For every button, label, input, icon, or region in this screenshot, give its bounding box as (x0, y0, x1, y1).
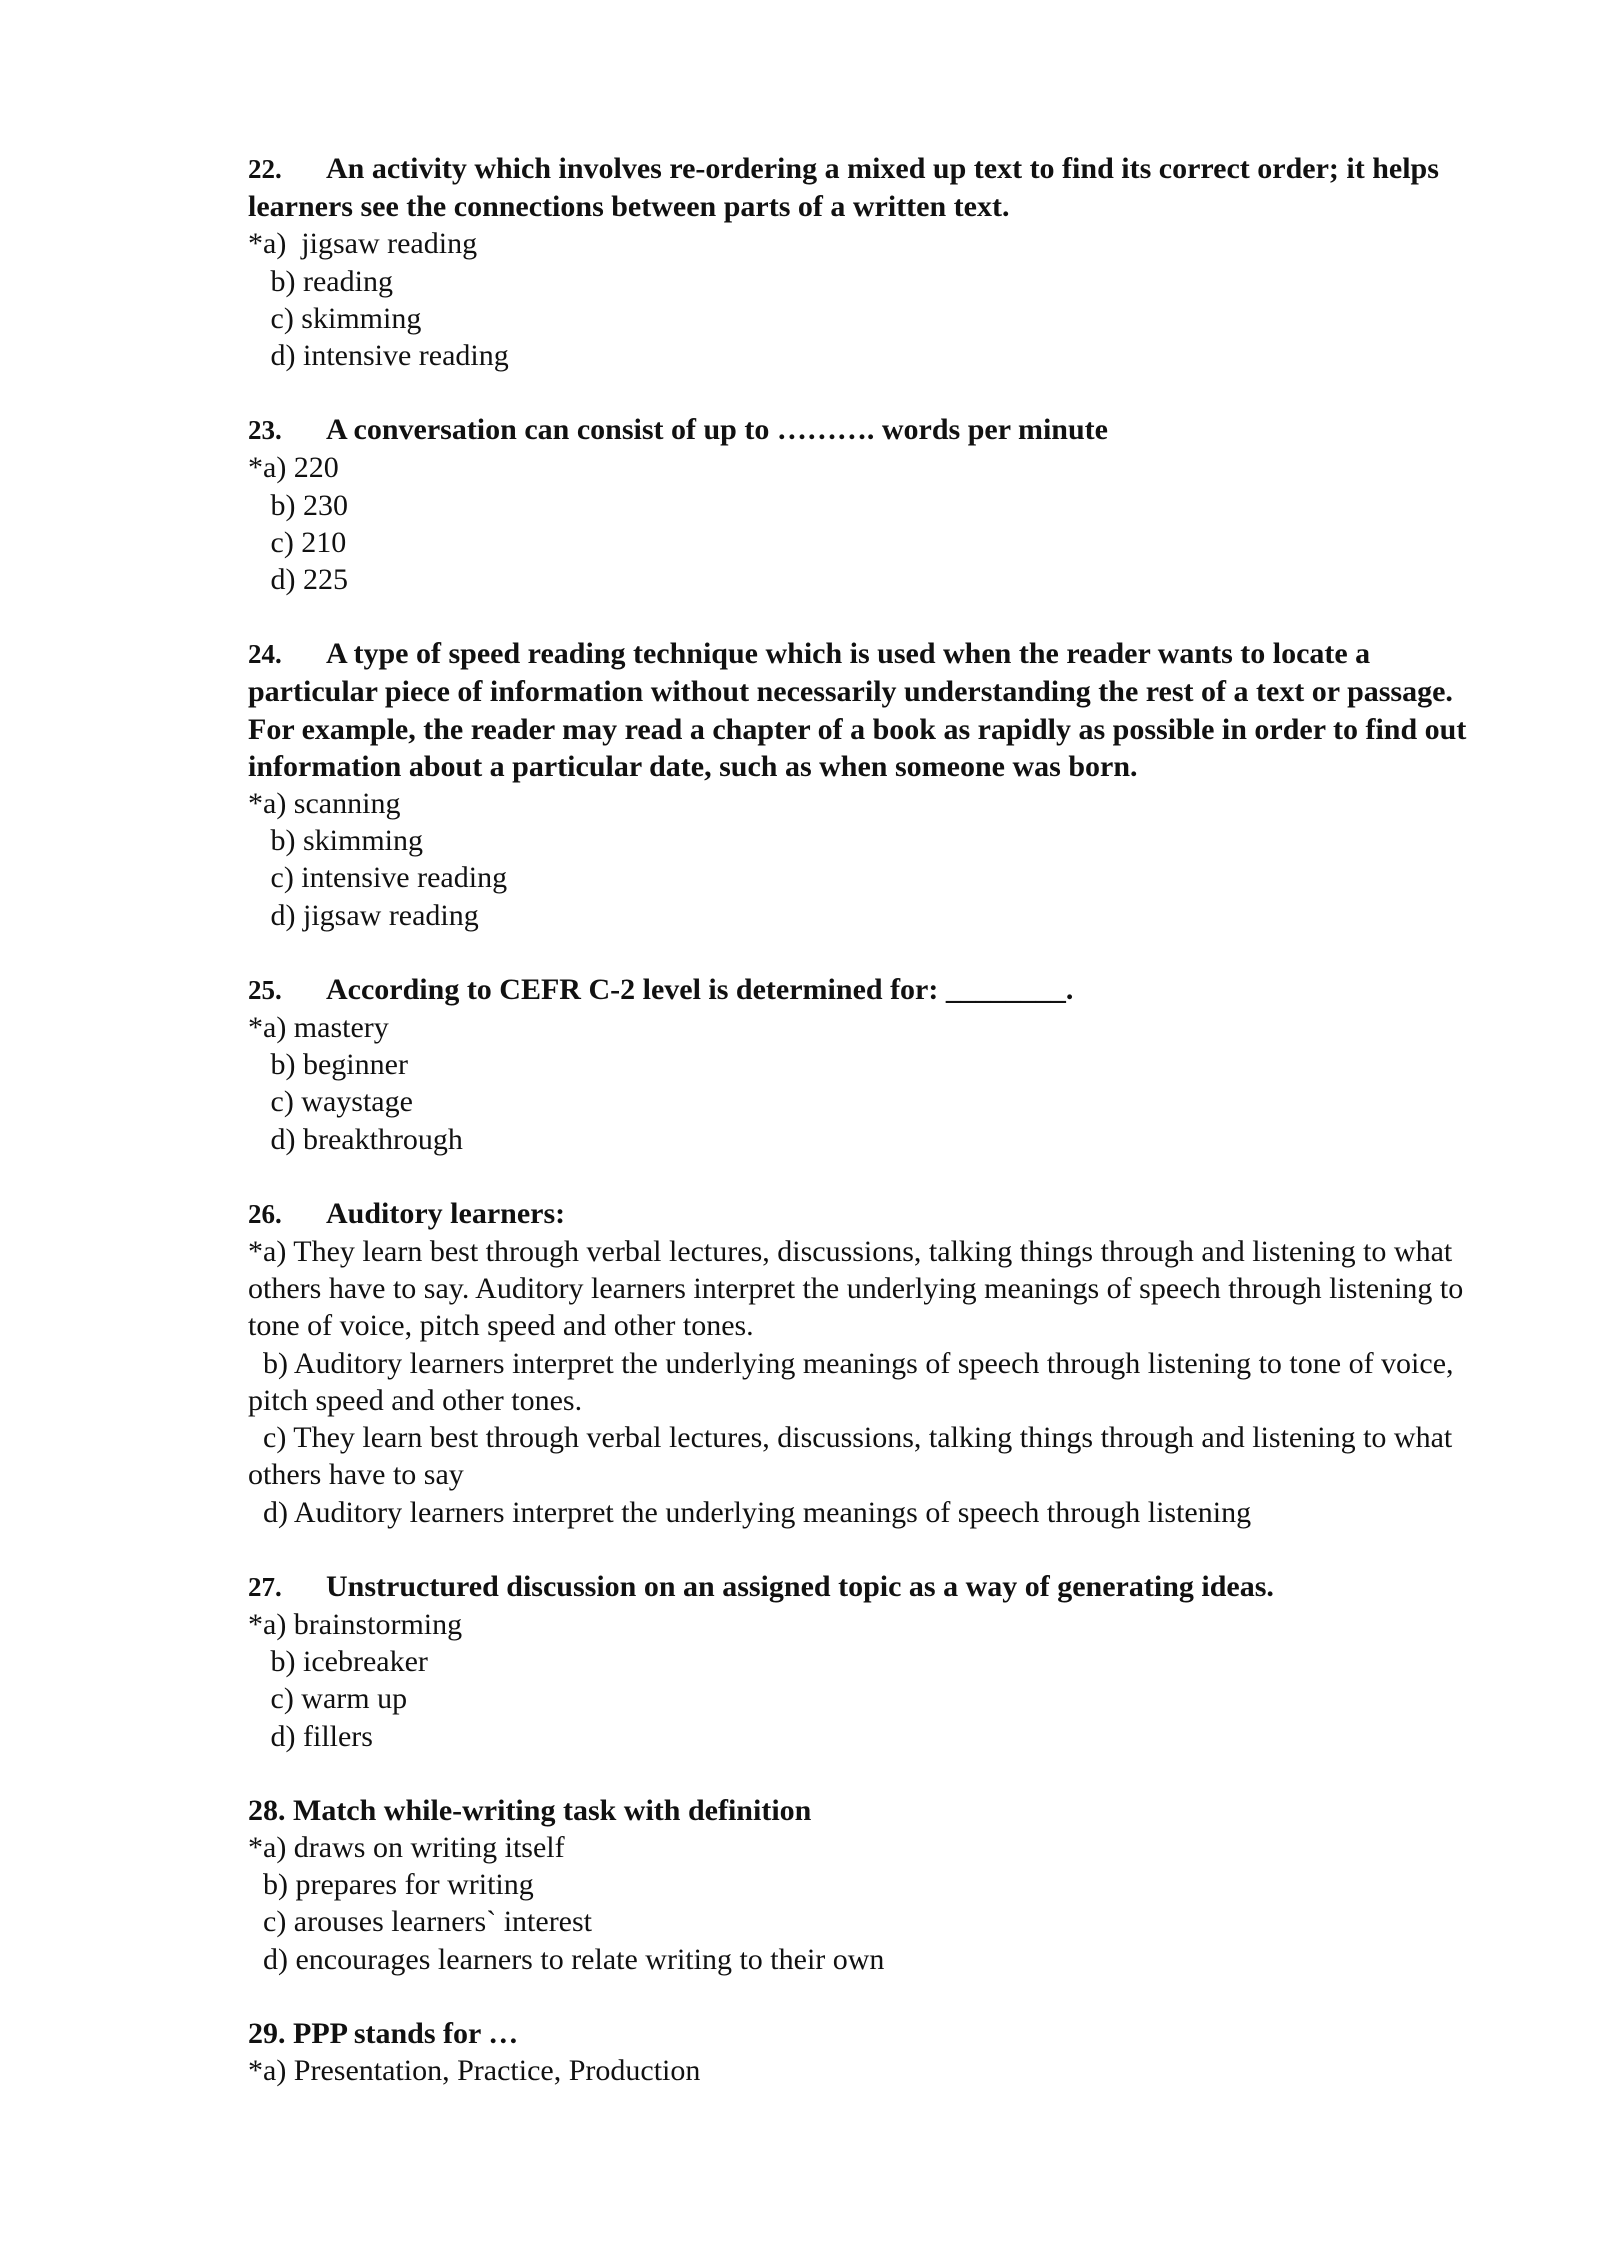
question-text: Match while-writing task with definition (293, 1793, 812, 1827)
question-27 (248, 1568, 1498, 1755)
answer-option-a: *a) jigsaw reading (248, 227, 478, 261)
answer-option-b: b) 230 (248, 488, 348, 522)
question-number: 27. (248, 1571, 282, 1602)
answer-option-a: *a) mastery (248, 1011, 389, 1045)
answer-option-d: d) encourages learners to relate writing to their own (248, 1942, 885, 1976)
answer-option-a: *a) They learn best through verbal lectures, discussions, talking things through and listening to what others have to say. Auditory learners interpret the underlying meanings of speech through listening to tone of voice, pitch speed and other tones. (248, 1235, 1471, 1343)
answer-option-b: b) skimming (248, 824, 424, 858)
question-stem (248, 1792, 1498, 1829)
document-page (248, 150, 1498, 2126)
question-number: 26. (248, 1198, 282, 1229)
question-text: A conversation can consist of up to ………. words per minute (326, 413, 1108, 447)
question-24 (248, 635, 1498, 934)
question-number: 23. (248, 415, 282, 446)
question-number: 29. (248, 2016, 286, 2050)
question-stem (248, 635, 1498, 785)
answer-option-b: b) prepares for writing (248, 1868, 534, 1902)
question-number: 28. (248, 1793, 286, 1827)
question-22 (248, 150, 1498, 374)
answer-option-b: b) icebreaker (248, 1645, 428, 1679)
answer-option-c: c) warm up (248, 1682, 408, 1716)
answer-option-c: c) skimming (248, 301, 422, 335)
question-25 (248, 971, 1498, 1158)
answer-option-a: *a) draws on writing itself (248, 1830, 565, 1864)
question-number: 22. (248, 154, 282, 184)
question-text: Auditory learners: (326, 1196, 566, 1230)
answer-option-d: d) Auditory learners interpret the underlying meanings of speech through listening (248, 1495, 1252, 1529)
question-number: 24. (248, 639, 282, 670)
answer-option-a: *a) 220 (248, 451, 339, 485)
question-stem (248, 150, 1498, 225)
answer-option-d: d) intensive reading (248, 339, 509, 373)
answer-option-c: c) intensive reading (248, 861, 508, 895)
answer-option-d: d) breakthrough (248, 1122, 463, 1156)
question-text: Unstructured discussion on an assigned topic as a way of generating ideas. (326, 1569, 1274, 1603)
question-stem (248, 1195, 1498, 1233)
question-stem (248, 1568, 1498, 1606)
question-stem (248, 2015, 1498, 2052)
question-text: A type of speed reading technique which is used when the reader wants to locate a particular piece of information without necessarily understanding the rest of a text or passage. For example, the reader may read a chapter of a book as rapidly as possible in order to find out information about a particular date, such as when someone was born. (248, 637, 1467, 783)
answer-option-a: *a) Presentation, Practice, Production (248, 2053, 701, 2087)
answer-option-c: c) 210 (248, 525, 347, 559)
question-26 (248, 1195, 1498, 1531)
question-stem (248, 971, 1498, 1009)
answer-option-c: c) waystage (248, 1085, 413, 1119)
answer-option-a: *a) brainstorming (248, 1607, 463, 1641)
question-text: An activity which involves re-ordering a mixed up text to find its correct order; it helps learners see the connections between parts of a written text. (248, 152, 1439, 224)
answer-option-d: d) jigsaw reading (248, 898, 479, 932)
answer-option-a: *a) scanning (248, 787, 401, 821)
question-29 (248, 2015, 1498, 2089)
answer-option-d: d) fillers (248, 1719, 373, 1753)
answer-option-b: b) reading (248, 264, 393, 298)
question-text: According to CEFR C-2 level is determined for: ________. (326, 972, 1074, 1006)
question-stem (248, 411, 1498, 449)
answer-option-c: c) arouses learners` interest (248, 1905, 593, 1939)
answer-option-d: d) 225 (248, 563, 348, 597)
question-28 (248, 1792, 1498, 1978)
question-23 (248, 411, 1498, 598)
answer-option-b: b) Auditory learners interpret the underlying meanings of speech through listening to tone of voice, pitch speed and other tones. (248, 1346, 1462, 1417)
answer-option-b: b) beginner (248, 1048, 408, 1082)
question-number: 25. (248, 974, 282, 1005)
question-text: PPP stands for … (293, 2016, 519, 2050)
answer-option-c: c) They learn best through verbal lectures, discussions, talking things through and listening to what others have to say (248, 1421, 1460, 1492)
